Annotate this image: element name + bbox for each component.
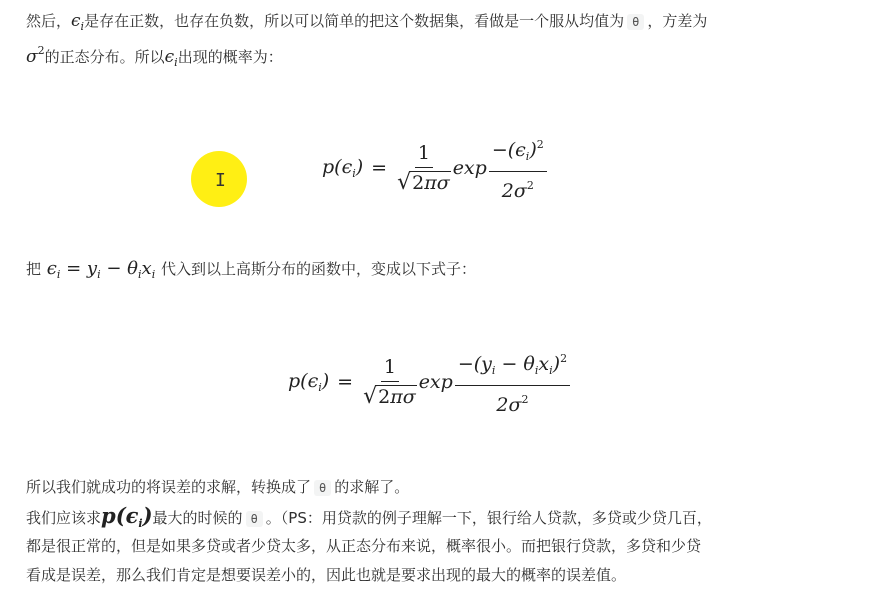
eq1-denominator: √ 2πσ: [397, 170, 450, 195]
math-epsilon-i: $\epsilon_i$: [164, 47, 178, 69]
inline-code-theta: θ: [314, 480, 331, 496]
equation-2: [288, 348, 572, 416]
eq1-equals: =: [371, 157, 388, 179]
eq2-equals: =: [337, 371, 354, 393]
text: 的求解了。: [334, 478, 410, 496]
eq1-exp-fraction: [489, 134, 547, 202]
text: 把: [26, 260, 42, 278]
eq2-exp: exp: [418, 371, 453, 393]
eq1-fraction: [397, 142, 451, 194]
eq2-fraction: [363, 356, 417, 408]
text: 。（PS：用贷款的例子理解一下，银行给人贷款，多贷或少贷几百，: [265, 509, 712, 527]
eq1-exp: exp: [452, 157, 487, 179]
math-sigma-squared: $\sigma^2$: [26, 44, 45, 67]
eq2-exp-denominator: $2\sigma^2$: [496, 393, 529, 416]
paragraph-1-line-2: [26, 40, 283, 74]
text: 代入到以上高斯分布的函数中，变成以下式子：: [160, 260, 476, 278]
text: 最大的时候的: [152, 509, 243, 527]
text: 出现的概率为：: [177, 48, 283, 66]
eq1-lhs: $p(\epsilon_i)$: [322, 156, 364, 180]
paragraph-3-line-3: 都是很正常的，但是如果多贷或者少贷太多，从正态分布来说，概率很小。而把银行贷款，多贷和少贷: [26, 537, 702, 555]
math-epsilon-i: $\epsilon_i$: [71, 11, 85, 33]
text: 的正态分布。所以: [44, 48, 165, 66]
text: 是存在正数，也存在负数，所以可以简单的把这个数据集，看做是一个服从均值为: [84, 12, 625, 30]
text: 然后，: [26, 12, 72, 30]
eq1-exp-numerator: $-(\epsilon_i)^2$: [489, 134, 547, 172]
inline-code-theta: θ: [246, 511, 263, 527]
math-p-epsilon-i: $p(\epsilon_i)$: [101, 503, 153, 530]
eq1-exp-denominator: $2\sigma^2$: [501, 179, 534, 202]
paragraph-3-line-1: [26, 476, 409, 499]
eq2-denominator: √ 2πσ: [363, 384, 416, 409]
paragraph-1-line-1: [26, 10, 707, 38]
eq2-lhs: $p(\epsilon_i)$: [288, 370, 330, 394]
eq2-exp-fraction: [455, 348, 570, 416]
text: 所以我们就成功的将误差的求解，转换成了: [26, 478, 312, 496]
paragraph-3-line-4: 看成是误差，那么我们肯定是想要误差小的，因此也就是要求出现的最大的概率的误差值。: [26, 566, 627, 584]
eq2-exp-numerator: $-(y_i - \theta_ix_i)^2$: [455, 348, 570, 386]
eq2-numerator: 1: [381, 356, 399, 382]
equation-1: [322, 134, 549, 202]
paragraph-2: [26, 258, 476, 286]
eq1-numerator: 1: [415, 142, 433, 168]
text: ，方差为: [647, 12, 708, 30]
inline-code-theta: θ: [627, 14, 644, 30]
math-substitution: $\epsilon_i = y_i - \theta_ix_i$: [41, 258, 156, 281]
paragraph-3-line-2: [26, 505, 712, 535]
text: 我们应该求: [26, 509, 102, 527]
text-cursor-icon: I: [215, 170, 226, 191]
